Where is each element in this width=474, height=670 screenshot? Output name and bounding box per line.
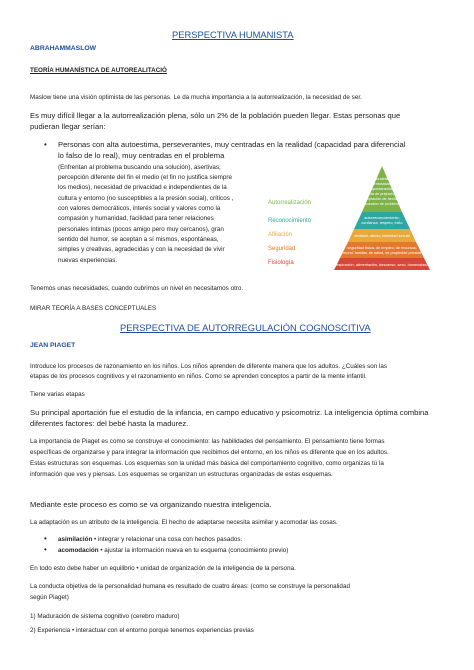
bullet-detail-line: compasión y humanidad, facilidad para tener relaciones [58, 215, 214, 222]
pyramid-desc-auto: creatividad, [372, 182, 392, 186]
pyramid-label-reconocimiento: Reconocimiento [268, 218, 312, 224]
bullet-detail-line: los medios), necesidad de privacidad e independientes de la [58, 184, 227, 191]
paragraph-adaptacion: La adaptación es un atributo de la inteligencia. El hecho de adaptarse necesita asimilar y acomodar las cosas. [30, 519, 338, 526]
paragraph-intro-line2: etapas de los procesos cognitivos y el razonamiento en niños. Como se aprenden conceptos a partir de la mente infantil. [30, 373, 367, 380]
bullet-detail-line: simples y creativas, agradecidas y con la necesidad de vivir [58, 246, 225, 253]
pyramid-level-seguridad [340, 242, 424, 258]
paragraph-necesidades: Tenemos unas necesidades, cuando cubrimos un nivel en necesitamos otro. [30, 285, 244, 292]
pyramid-desc-reco: autorreconocimiento, [364, 216, 400, 220]
pyramid-desc-auto: moralidad, [373, 177, 391, 181]
pyramid-desc-reco: confianza, respeto, éxito [361, 221, 403, 225]
desc-acomodacion: • ajustar la información nueva en tu esquema (conocimiento previo) [98, 547, 289, 554]
paragraph-equilibrio: En todo esto debe haber un equilibrio • unidad de organización de la inteligencia de la persona. [30, 565, 296, 572]
paragraph-importancia-line: específicas de organizarse y para integrar la información que recibimos del entorno, en los niños es diferente que en los adultos. [30, 449, 389, 456]
author-piaget: JEAN PIAGET [30, 342, 76, 349]
pyramid-desc-fisio: respiración, alimentación, descanso, sexo, homeostasis [335, 263, 429, 267]
pyramid-label-seguridad: Seguridad [268, 246, 296, 252]
bullet-detail-line: sentido del humor, se aceptan a sí mismos, espontáneas, [58, 236, 219, 243]
term-asimilacion: asimilación [58, 536, 93, 543]
bullet-detail-line: percepción diferente del fin el medio (el fin no justifica siempre [58, 174, 232, 181]
list-area-1: 1) Maduración de sistema cognitivo (cerebro maduro) [30, 613, 180, 620]
pyramid-desc-seg: seguridad física, de empleo, de recursos, [347, 246, 417, 250]
paragraph-tiene: Tiene varias etapas [30, 391, 85, 398]
pyramid-desc-afil: amistad, afecto, intimidad sexual [354, 234, 410, 238]
bullet-dot: • [44, 545, 47, 554]
bullet-detail-line: cultura y entorno (no susceptibles a la presión social), críticos , [58, 195, 234, 202]
pyramid-desc-auto: resolución de problemas [361, 202, 403, 206]
list-item-acomodacion [58, 547, 288, 555]
section-heading-humanista: PERSPECTIVA HUMANISTA [172, 29, 294, 40]
bullet-dot: • [44, 140, 47, 149]
paragraph-dificil-line2: pudieran llegar serían: [30, 122, 106, 131]
pyramid-label-fisiologia: Fisiología [268, 260, 294, 266]
paragraph-conducta-line1: La conducta objetiva de la personalidad humana es resultado de cuatro áreas: (como se construye la personalidad [30, 583, 350, 590]
paragraph-conducta-line2: según Piaget) [30, 594, 69, 601]
paragraph-mirar: MIRAR TEORÍA A BASES CONCEPTUALES [30, 305, 157, 312]
pyramid-desc-seg: moral, familiar, de salud, de propiedad privada [343, 251, 421, 255]
bullet-detail-line: nuevas experiencias. [58, 257, 118, 264]
term-acomodacion: acomodación [58, 547, 99, 554]
author-maslow: ABRAHAMMASLOW [30, 45, 97, 52]
section-heading-autorregulacion: PERSPECTIVA DE AUTORREGULACIÓN COGNOSCITIVA [120, 322, 371, 333]
paragraph-maslow: Maslow tiene una visión optimista de las personas. Le da mucha importancia a la autorrealización, la necesidad de ser. [30, 94, 362, 101]
paragraph-aportacion-line2: diferentes factores: del bebé hasta la madurez. [30, 419, 189, 428]
desc-asimilacion: • integrar y relacionar una cosa con hechos pasados. [92, 536, 243, 543]
paragraph-aportacion-line1: Su principal aportación fue el estudio de la infancia, en campo educativo y psicomotriz. La inteligencia óptima combina [30, 408, 429, 417]
maslow-pyramid-figure [262, 166, 452, 272]
bullet-detail-line: personales íntimas (pocos amigo pero muy cercanos), gran [58, 226, 224, 233]
paragraph-mediante: Mediante este proceso es como se va organizando nuestra inteligencia. [30, 500, 272, 509]
list-area-2: 2) Experiencia • interactuar con el entorno porque tenemos experiencias previas [30, 627, 254, 634]
pyramid-label-afiliacion: Afiliación [268, 232, 293, 238]
pyramid-desc-auto: falta de prejuicios, [366, 192, 398, 196]
list-item-asimilacion [58, 536, 242, 544]
paragraph-dificil-line1: Es muy difícil llegar a la autorrealización plena, sólo un 2% de la población pueden llegar. Estas personas que [30, 111, 401, 120]
bullet-main-line1: Personas con alta autoestima, perseverantes, muy centradas en la realidad (capacidad para diferencial [58, 140, 406, 149]
pyramid-desc-auto: espontaneidad, [369, 187, 395, 191]
pyramid-svg [262, 166, 452, 272]
bullet-detail-line: con valores democráticos, interés social y valores como la [58, 205, 221, 212]
bullet-dot: • [44, 534, 47, 543]
theory-title: TEORÍA HUMANÍSTICA DE AUTOREALITACIÓ [30, 67, 167, 74]
paragraph-importancia-line: La importancia de Piaget es como se construye el conocimiento: las habilidades del pensamiento. El pensamiento tiene formas [30, 438, 385, 445]
bullet-detail-line: (Enfrentan al problema buscando una solución), asertivas, [58, 164, 221, 171]
pyramid-desc-auto: aceptación de hechos, [363, 197, 401, 201]
paragraph-intro-line1: Introduce los procesos de razonamiento en los niños. Los niños aprenden de diferente manera que los adultos. ¿Cuáles son las [30, 363, 388, 370]
pyramid-label-autorrealizacion: Autorrealización [268, 200, 312, 206]
bullet-main-line2: lo falso de lo real), muy centradas en el problema [58, 151, 225, 160]
paragraph-importancia-line: Estas estructuras son esquemas. Los esquemas son la unidad más básica del comportamiento cognitivo, como organizas tú la [30, 460, 384, 467]
paragraph-importancia-line: información que ves y piensas. Los esquemas se organizan un estructuras organizadas de estas esquemas. [30, 471, 333, 478]
